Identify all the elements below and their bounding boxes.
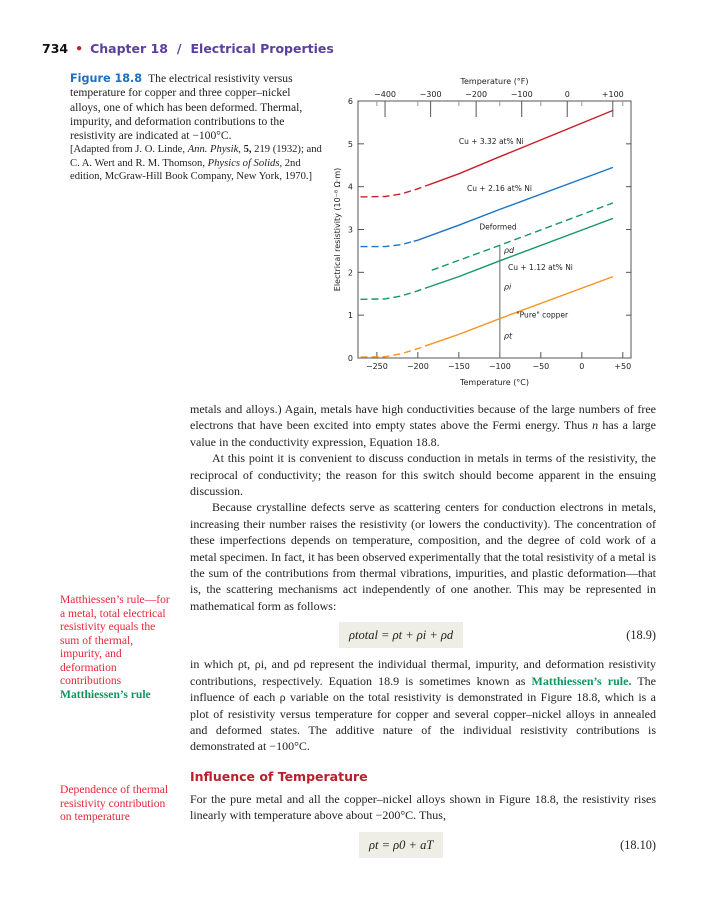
series-line — [430, 218, 613, 286]
x-tick-label: −100 — [488, 362, 511, 371]
equation-number: (18.9) — [626, 628, 656, 643]
equation-18-10: ρt = ρ0 + aT — [359, 832, 443, 858]
series-line-dashed — [361, 184, 431, 197]
x-tick-label: −50 — [532, 362, 550, 371]
x-tick-label: 0 — [579, 362, 585, 371]
y-tick-label: 1 — [347, 311, 353, 321]
equation-row — [190, 828, 656, 864]
contribution-label: ρi — [503, 282, 512, 292]
note-text: Matthiessen’s rule—for a metal, total electrical resistivity equals the sum of thermal, impurity, and deformation contributions — [60, 593, 170, 687]
series-line-dashed — [361, 344, 431, 357]
variable-n: n — [592, 418, 599, 433]
x2-tick-label: −400 — [374, 90, 397, 99]
paragraph: For the pure metal and all the copper–nickel alloys shown in Figure 18.8, the resistivity rises linearly with temperature above about −200°C. Thus, — [190, 791, 656, 823]
series-label: Cu + 3.32 at% Ni — [458, 136, 524, 146]
x2-tick-label: +100 — [601, 90, 624, 99]
margin-note-thermal: Dependence of thermal resistivity contribution on temperature — [60, 783, 169, 823]
text: The influence of each ρ variable on the total resistivity is demonstrated in Figure 18.8, which is a plot of resistivity versus temperature for copper and several copper–nickel alloys in annealed and deformed states. The additive nature of the individual resistivity contributions is demonstrated at −100°C. — [190, 673, 657, 754]
equation-number: (18.10) — [620, 837, 656, 852]
x2-axis-label: Temperature (°F) — [460, 77, 529, 86]
paragraph — [190, 656, 656, 754]
bullet: • — [75, 41, 84, 56]
x2-tick-label: −100 — [510, 90, 533, 99]
page-number: 734 — [42, 41, 69, 56]
y-tick-label: 3 — [347, 225, 353, 235]
x2-tick-label: −200 — [465, 90, 488, 99]
series-label: Cu + 2.16 at% Ni — [467, 183, 532, 193]
paragraph: Because crystalline defects serve as scattering centers for conduction electrons in metals, increasing their number raises the resistivity (or lowers the conductivity). The concentration of these imperfections depends on temperature, composition, and the degree of cold work of a metal specimen. In fact, it has been observed experimentally that the total resistivity of a metal is the sum of the contributions from thermal vibrations, impurities, and plastic deformation—that is, the scattering mechanisms act independently of one another. This may be represented in mathematical form as follows: — [190, 500, 656, 613]
series-line — [430, 110, 613, 184]
text: has a large value in the conductivity expression, Equation 18.8. — [190, 418, 656, 449]
caption-text: The electrical resistivity versus temperature for copper and three copper–nickel alloys, one of which has been deformed. Thermal, impurity, and deformation contributions to the resistivity are indicated at −100°C. — [70, 72, 303, 143]
series-line-dashed — [432, 203, 613, 273]
equation-18-9: ρtotal = ρt + ρi + ρd — [339, 622, 463, 648]
x2-tick-label: 0 — [564, 90, 570, 99]
y-tick-label: 4 — [347, 182, 353, 192]
y-tick-label: 0 — [347, 354, 353, 363]
source-volume: 5, — [240, 144, 252, 156]
contribution-label: ρd — [503, 246, 515, 256]
section-title: Electrical Properties — [190, 41, 334, 56]
source-journal: Ann. Physik, — [187, 144, 241, 156]
y-tick-label: 2 — [347, 268, 353, 278]
key-term: Matthiessen’s rule. — [531, 673, 632, 688]
source-book: Physics of Solids, — [207, 157, 283, 169]
paragraph — [190, 401, 656, 450]
margin-note-matthiessen — [60, 593, 172, 701]
x-tick-label: −250 — [365, 362, 388, 371]
source-text: 219 (1932); and C. A. Wert and R. M. Thomson, — [70, 144, 322, 169]
contribution-label: ρt — [503, 331, 513, 341]
x-tick-label: −200 — [406, 362, 429, 371]
x-tick-label: +50 — [614, 362, 632, 371]
text: metals and alloys.) Again, metals have high conductivities because of the large numbers of free electrons that have been excited into empty states above the Fermi energy. Thus — [190, 402, 656, 433]
series-label: Cu + 1.12 at% Ni — [508, 263, 573, 273]
note-key-term: Matthiessen’s rule — [60, 687, 151, 701]
section-heading: Influence of Temperature — [190, 768, 368, 784]
y-axis-label: Electrical resistivity (10⁻⁸ Ω·m) — [333, 167, 342, 292]
text: in which ρt, ρi, and ρd represent the individual thermal, impurity, and deformation resistivity contributions, respectively. Equation 18.9 is sometimes known as — [190, 657, 656, 688]
source-text: [Adapted from J. O. Linde, — [70, 144, 188, 156]
series-label: "Pure" copper — [516, 310, 569, 320]
body-text — [190, 401, 656, 866]
y-tick-label: 6 — [347, 97, 353, 106]
x-tick-label: −150 — [447, 362, 470, 371]
chapter-label: Chapter 18 — [90, 41, 168, 56]
equation-row — [190, 618, 656, 654]
x2-tick-label: −300 — [419, 90, 442, 99]
figure-label: Figure 18.8 — [70, 72, 143, 85]
x-axis-label: Temperature (°C) — [459, 378, 530, 387]
header-separator: / — [176, 41, 182, 56]
series-label: Deformed — [479, 222, 517, 232]
paragraph: At this point it is convenient to discuss conduction in metals in terms of the resistivity, the reciprocal of conductivity; the reason for this switch should become apparent in the ensuing discussion. — [190, 451, 656, 499]
series-line-dashed — [361, 287, 431, 300]
source-text: 2nd edition, McGraw-Hill Book Company, New York, 1970.] — [70, 157, 313, 183]
series-line-dashed — [361, 241, 414, 246]
y-tick-label: 5 — [347, 139, 353, 149]
resistivity-chart — [0, 0, 719, 400]
